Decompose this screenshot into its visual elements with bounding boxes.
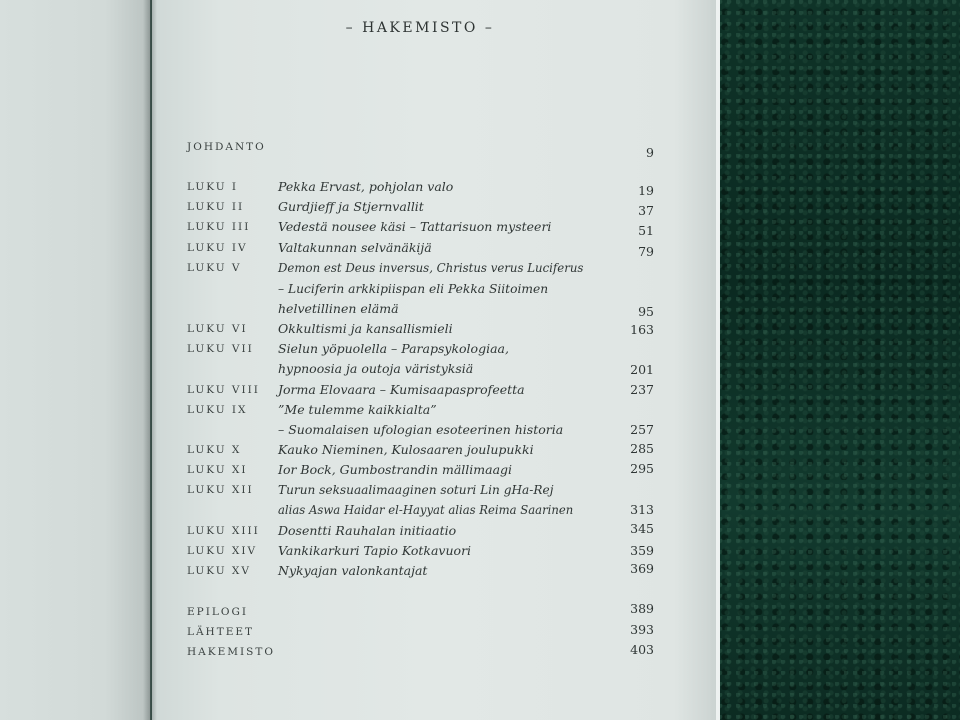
chapter-title-line: Jorma Elovaara – Kumisaapasprofeetta [278,382,525,397]
chapter-page-number: 359 [630,543,654,558]
chapter-page-number: 95 [638,304,654,319]
chapter-label: LUKU VI [187,323,248,335]
chapter-page-number: 19 [638,183,654,198]
end-section-page-number: 393 [630,622,654,637]
chapter-label: LUKU II [187,201,245,213]
chapter-page-number: 201 [630,362,654,377]
chapter-label: LUKU III [187,221,251,233]
chapter-title-line: Pekka Ervast, pohjolan valo [278,179,454,194]
chapter-label: LUKU XIII [187,525,260,537]
chapter-title-line: Vedestä nousee käsi – Tattarisuon mysteeri [278,219,552,234]
chapter-page-number: 163 [630,322,654,337]
chapter-title-line: ”Me tulemme kaikkialta” [278,402,437,417]
chapter-title-line: – Suomalaisen ufologian esoteerinen historia [278,422,564,437]
left-page [0,0,150,720]
chapter-title-line: Valtakunnan selvänäkijä [278,240,432,255]
chapter-title-line: Gurdjieff ja Stjernvallit [278,199,424,214]
end-section-label: LÄHTEET [187,626,255,638]
page-edge [716,0,720,720]
chapter-title-line: Ior Bock, Gumbostrandin mällimaagi [278,462,513,477]
chapter-label: LUKU VIII [187,384,260,396]
chapter-page-number: 295 [630,461,654,476]
chapter-label: LUKU VII [187,343,254,355]
chapter-page-number: 345 [630,521,654,536]
end-section-page-number: 403 [630,642,654,657]
chapter-label: LUKU XI [187,464,248,476]
chapter-title-line: Dosentti Rauhalan initiaatio [278,523,457,538]
chapter-title-line: alias Aswa Haidar el-Hayyat alias Reima Saarinen [278,502,574,517]
chapter-title-line: hypnoosia ja outoja väristyksiä [278,361,474,376]
introduction-page-number: 9 [646,145,654,160]
chapter-label: LUKU IX [187,404,248,416]
chapter-label: LUKU X [187,444,242,456]
page-heading: – HAKEMISTO – [345,20,495,36]
chapter-title-line: Kauko Nieminen, Kulosaaren joulupukki [278,442,534,457]
introduction-label: JOHDANTO [187,141,266,153]
chapter-title-line: Demon est Deus inversus, Christus verus Luciferus [278,260,584,275]
chapter-page-number: 285 [630,441,654,456]
chapter-page-number: 369 [630,561,654,576]
chapter-title-line: Turun seksuaalimaaginen soturi Lin gHa-Rej [278,482,554,497]
chapter-label: LUKU V [187,262,242,274]
chapter-label: LUKU XIV [187,545,258,557]
green-carpet-background [718,0,960,720]
chapter-page-number: 257 [630,422,654,437]
chapter-label: LUKU XV [187,565,251,577]
chapter-page-number: 79 [638,244,654,259]
chapter-page-number: 313 [630,502,654,517]
chapter-title-line: – Luciferin arkkipiispan eli Pekka Siitoimen [278,281,549,296]
chapter-title-line: Nykyajan valonkantajat [278,563,428,578]
chapter-page-number: 51 [638,223,654,238]
end-section-page-number: 389 [630,601,654,616]
chapter-label: LUKU I [187,181,239,193]
chapter-page-number: 37 [638,203,654,218]
chapter-title-line: Sielun yöpuolella – Parapsykologiaa, [278,341,509,356]
chapter-title-line: Vankikarkuri Tapio Kotkavuori [278,543,472,558]
chapter-title-line: helvetillinen elämä [278,301,399,316]
end-section-label: EPILOGI [187,606,248,618]
chapter-title-line: Okkultismi ja kansallismieli [278,321,453,336]
chapter-label: LUKU IV [187,242,248,254]
book-gutter [143,0,157,720]
end-section-label: HAKEMISTO [187,646,275,658]
chapter-page-number: 237 [630,382,654,397]
chapter-label: LUKU XII [187,484,254,496]
